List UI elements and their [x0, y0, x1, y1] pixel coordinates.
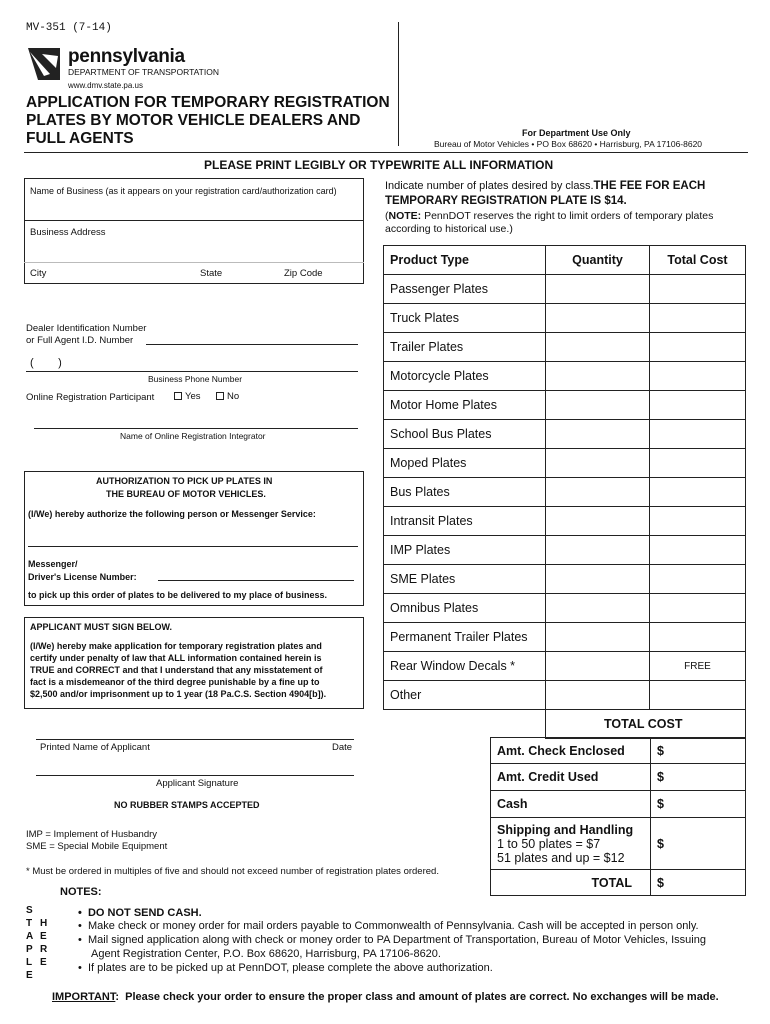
plate-type: Bus Plates — [384, 478, 546, 507]
form-number: MV-351 (7-14) — [26, 22, 112, 34]
plate-order-table — [383, 245, 746, 739]
important-notice — [52, 991, 719, 1003]
important-label: IMPORTANT — [52, 991, 116, 1003]
zip-label: Zip Code — [284, 268, 323, 279]
quantity-input[interactable] — [546, 623, 650, 652]
quantity-input[interactable] — [546, 652, 650, 681]
header-rule — [24, 152, 748, 153]
grand-total-field[interactable]: $ — [651, 870, 746, 896]
messenger-label: Messenger/ — [28, 559, 78, 569]
plate-row — [384, 565, 746, 594]
header-total-cost: Total Cost — [650, 246, 746, 275]
imp-definition: IMP = Implement of Husbandry — [26, 829, 158, 840]
check-amount-field[interactable]: $ — [651, 738, 746, 764]
plate-type: Motorcycle Plates — [384, 362, 546, 391]
integrator-field[interactable] — [34, 428, 358, 429]
fee-instructions: Indicate number of plates desired by class.THE FEE FOR EACH TEMPORARY REGISTRATION PLATE IS $14. (NOTE: PennDOT reserves the right to limit orders of temporary plates according to historical use.) — [385, 179, 755, 236]
cost-field[interactable] — [650, 594, 746, 623]
sign-text-2: certify under penalty of law that ALL information contained herein is — [30, 653, 322, 663]
plate-type: Rear Window Decals * — [384, 652, 546, 681]
note-text-2: according to historical use.) — [385, 223, 513, 235]
cost-field[interactable] — [650, 478, 746, 507]
fee-text-2: TEMPORARY REGISTRATION PLATE IS $14. — [385, 195, 627, 207]
header-product-type: Product Type — [384, 246, 546, 275]
form-title-1: APPLICATION FOR TEMPORARY REGISTRATION — [26, 94, 390, 111]
quantity-input[interactable] — [546, 536, 650, 565]
plate-row — [384, 478, 746, 507]
cost-field[interactable] — [650, 565, 746, 594]
note-text-1: PennDOT reserves the right to limit orders of temporary plates — [421, 210, 714, 222]
quantity-input[interactable] — [546, 565, 650, 594]
form-title-3: FULL AGENTS — [26, 130, 134, 147]
quantity-input[interactable] — [546, 449, 650, 478]
note-item-3: • Mail signed application along with check or money order to PA Department of Transportation, Bureau of Motor Vehicles, Issuing — [78, 934, 706, 946]
auth-heading-2: THE BUREAU OF MOTOR VEHICLES. — [106, 489, 266, 499]
cost-field[interactable] — [650, 304, 746, 333]
credit-amount-field[interactable]: $ — [651, 764, 746, 791]
payment-table — [490, 737, 746, 896]
cost-field[interactable] — [650, 333, 746, 362]
business-address-field[interactable] — [25, 238, 363, 260]
agency-name: pennsylvania — [68, 46, 185, 67]
shipping-label: Shipping and Handling — [497, 822, 634, 837]
signature-field[interactable] — [36, 775, 354, 776]
plate-type: Truck Plates — [384, 304, 546, 333]
shipping-amount-field[interactable]: $ — [651, 818, 746, 870]
quantity-input[interactable] — [546, 333, 650, 362]
business-address-label: Business Address — [30, 227, 106, 238]
check-enclosed-label: Amt. Check Enclosed — [491, 738, 651, 764]
plate-row — [384, 304, 746, 333]
important-text: : Please check your order to ensure the proper class and amount of plates are correct. No exchanges will be made. — [115, 991, 719, 1003]
cost-field[interactable] — [650, 507, 746, 536]
cost-field[interactable] — [650, 623, 746, 652]
cost-field[interactable] — [650, 681, 746, 710]
pickup-text: to pick up this order of plates to be delivered to my place of business. — [28, 590, 328, 600]
quantity-input[interactable] — [546, 304, 650, 333]
total-cost-label: TOTAL COST — [546, 710, 746, 739]
dept-use-address: Bureau of Motor Vehicles • PO Box 68620 • Harrisburg, PA 17106-8620 — [434, 139, 703, 149]
plate-type: SME Plates — [384, 565, 546, 594]
signature-label: Applicant Signature — [156, 778, 239, 789]
quantity-input[interactable] — [546, 507, 650, 536]
quantity-input[interactable] — [546, 420, 650, 449]
phone-field[interactable] — [26, 371, 358, 372]
cost-field[interactable] — [650, 362, 746, 391]
plate-type: Permanent Trailer Plates — [384, 623, 546, 652]
agency-website: www.dmv.state.pa.us — [68, 81, 143, 90]
phone-label: Business Phone Number — [148, 374, 243, 384]
plate-row — [384, 362, 746, 391]
yes-label: Yes — [185, 391, 201, 402]
quantity-input[interactable] — [546, 681, 650, 710]
dealer-id-label-2: or Full Agent I.D. Number — [26, 335, 134, 346]
plate-type: Omnibus Plates — [384, 594, 546, 623]
plate-type: Trailer Plates — [384, 333, 546, 362]
note-label: NOTE: — [388, 210, 422, 222]
staple-letter: T — [26, 918, 33, 929]
plate-type: Intransit Plates — [384, 507, 546, 536]
plate-row — [384, 681, 746, 710]
quantity-input[interactable] — [546, 391, 650, 420]
plate-row — [384, 333, 746, 362]
no-label: No — [227, 391, 240, 402]
cash-label: Cash — [491, 791, 651, 818]
quantity-input[interactable] — [546, 275, 650, 304]
business-name-label: Name of Business (as it appears on your registration card/authorization card) — [30, 186, 337, 196]
plate-row — [384, 420, 746, 449]
date-label: Date — [332, 742, 353, 753]
cost-field[interactable] — [650, 275, 746, 304]
sign-text-4: fact is a misdemeanor of the third degree punishable by a fine up to — [30, 677, 320, 687]
integrator-label: Name of Online Registration Integrator — [120, 431, 266, 441]
fee-text-1: THE FEE FOR EACH — [593, 180, 706, 192]
no-stamps-notice: NO RUBBER STAMPS ACCEPTED — [114, 800, 260, 810]
state-label: State — [200, 268, 223, 279]
cost-field[interactable] — [650, 391, 746, 420]
shipping-rate-1: 1 to 50 plates = $7 — [497, 836, 601, 851]
cost-field: FREE — [650, 652, 746, 681]
plate-row — [384, 536, 746, 565]
cost-field[interactable] — [650, 420, 746, 449]
dept-use-heading: For Department Use Only — [522, 128, 631, 138]
plate-row — [384, 391, 746, 420]
quantity-input[interactable] — [546, 362, 650, 391]
business-name-field[interactable] — [25, 197, 363, 217]
staple-letter: E — [26, 970, 33, 981]
sign-text-1: (I/We) hereby make application for temporary registration plates and — [30, 641, 322, 651]
plate-type: Other — [384, 681, 546, 710]
auth-text: (I/We) hereby authorize the following person or Messenger Service: — [28, 509, 316, 519]
online-participant-label: Online Registration Participant — [26, 392, 155, 403]
note-item-2: • Make check or money order for mail orders payable to Commonwealth of Pennsylvania. Cash will be accepted in person only. — [78, 920, 699, 932]
plate-row — [384, 507, 746, 536]
plate-row — [384, 594, 746, 623]
printed-name-label: Printed Name of Applicant — [40, 742, 150, 753]
dealer-id-field[interactable] — [146, 344, 358, 345]
plate-row — [384, 275, 746, 304]
plate-type: School Bus Plates — [384, 420, 546, 449]
grand-total-label: TOTAL — [491, 870, 651, 896]
staple-letter: S — [26, 905, 33, 916]
cost-field[interactable] — [650, 449, 746, 478]
online-yes-checkbox[interactable] — [174, 391, 201, 402]
sme-definition: SME = Special Mobile Equipment — [26, 841, 168, 852]
printed-name-field[interactable] — [36, 739, 354, 740]
staple-letter: L — [26, 957, 33, 968]
note-item-3-cont: Agent Registration Center, P.O. Box 68620, Harrisburg, PA 17106-8620. — [91, 948, 441, 960]
sign-heading: APPLICANT MUST SIGN BELOW. — [30, 622, 173, 632]
note-item-4: • If plates are to be picked up at PennDOT, please complete the above authorization. — [78, 962, 493, 974]
note-item-1: • DO NOT SEND CASH. — [78, 907, 202, 919]
staple-letter: A — [26, 931, 34, 942]
online-no-checkbox[interactable] — [216, 391, 239, 402]
sign-text-3: TRUE and CORRECT and that I understand that any misstatement of — [30, 665, 323, 675]
plate-type: IMP Plates — [384, 536, 546, 565]
header-quantity: Quantity — [546, 246, 650, 275]
auth-heading-1: AUTHORIZATION TO PICK UP PLATES IN — [96, 476, 273, 486]
here-letter: H — [40, 918, 48, 929]
messenger-name-field[interactable] — [28, 546, 358, 547]
plate-type: Passenger Plates — [384, 275, 546, 304]
quantity-input[interactable] — [546, 594, 650, 623]
dl-field[interactable] — [158, 580, 354, 581]
credit-used-label: Amt. Credit Used — [491, 764, 651, 791]
dealer-id-label-1: Dealer Identification Number — [26, 323, 147, 334]
print-instruction: PLEASE PRINT LEGIBLY OR TYPEWRITE ALL INFORMATION — [204, 158, 554, 172]
staple-letter: P — [26, 944, 33, 955]
here-letter: E — [40, 931, 47, 942]
dl-label: Driver's License Number: — [28, 572, 137, 582]
agency-dept: DEPARTMENT OF TRANSPORTATION — [68, 67, 219, 77]
keystone-logo — [24, 46, 64, 85]
here-letter: R — [40, 944, 48, 955]
plate-row — [384, 623, 746, 652]
notes-heading: NOTES: — [60, 886, 102, 898]
quantity-input[interactable] — [546, 478, 650, 507]
footnote: * Must be ordered in multiples of five and should not exceed number of registration plates ordered. — [26, 866, 439, 877]
sign-text-5: $2,500 and/or imprisonment up to 1 year (18 Pa.C.S. Section 4904[b]). — [30, 689, 327, 699]
indicate-text: Indicate number of plates desired by class. — [385, 180, 594, 192]
staple-here-marker — [26, 904, 36, 982]
header-divider — [398, 22, 399, 146]
cash-amount-field[interactable]: $ — [651, 791, 746, 818]
shipping-rate-2: 51 plates and up = $12 — [497, 850, 625, 865]
plate-type: Motor Home Plates — [384, 391, 546, 420]
form-title-2: PLATES BY MOTOR VEHICLE DEALERS AND — [26, 112, 361, 129]
phone-area-code: ( ) — [30, 357, 62, 369]
here-letter: E — [40, 957, 47, 968]
cost-field[interactable] — [650, 536, 746, 565]
plate-row — [384, 449, 746, 478]
plate-type: Moped Plates — [384, 449, 546, 478]
city-label: City — [30, 268, 47, 279]
plate-row — [384, 652, 746, 681]
